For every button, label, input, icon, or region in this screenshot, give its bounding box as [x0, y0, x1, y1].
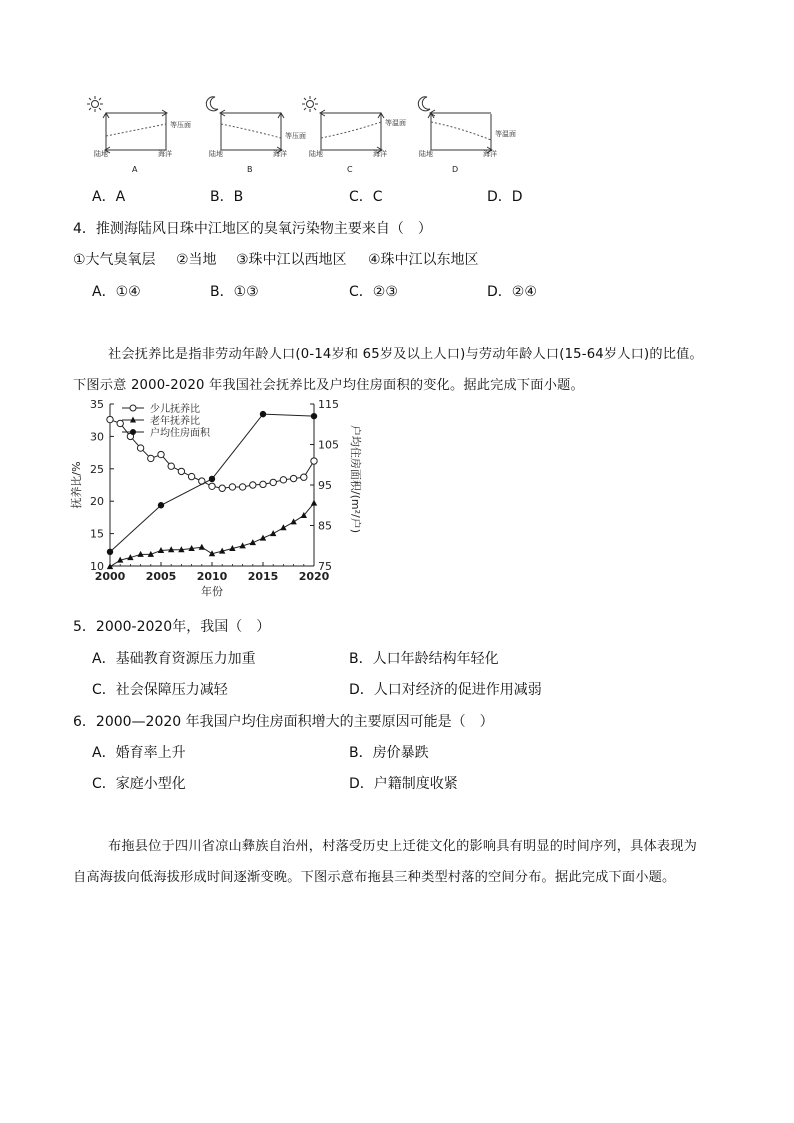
- sea-label: 海洋: [373, 150, 387, 158]
- y-right-tick-label: 105: [318, 438, 339, 452]
- x-tick-label: 2010: [196, 570, 228, 583]
- data-point: [148, 455, 154, 461]
- data-point: [239, 484, 245, 490]
- legend-label: 少儿抚养比: [150, 404, 200, 415]
- y-right-tick-label: 95: [318, 479, 332, 492]
- q3-option-d[interactable]: D．D: [487, 189, 523, 205]
- data-point: [158, 502, 164, 508]
- data-point: [301, 474, 307, 480]
- x-tick-label: 2005: [145, 570, 177, 583]
- q5-option-c[interactable]: C．社会保障压力减轻: [92, 682, 228, 698]
- moon-icon: [418, 97, 430, 111]
- data-point: [270, 530, 276, 536]
- data-point: [209, 476, 215, 482]
- series-line-1: [110, 503, 314, 567]
- y-tick-label: 10: [90, 560, 104, 573]
- surface-label: 等压面: [285, 132, 306, 140]
- q6-option-a[interactable]: A．婚育率上升: [92, 745, 186, 761]
- y-tick-label: 15: [90, 527, 104, 541]
- data-point: [270, 479, 276, 485]
- legend-marker: [130, 429, 136, 435]
- intro3-line2: 自高海拔向低海拔形成时间逐渐变晚。下图示意布拖县三种类型村落的空间分布。据此完成下面小题。: [73, 870, 676, 885]
- data-point: [107, 416, 113, 422]
- sun-icon: [87, 96, 103, 112]
- q5-option-d[interactable]: D．人口对经济的促进作用减弱: [349, 682, 542, 698]
- y-right-axis-label: 户均住房面积/(m²/户): [349, 424, 362, 534]
- data-point: [188, 473, 194, 479]
- moon-icon: [206, 97, 218, 111]
- data-point: [117, 420, 123, 426]
- data-point: [260, 411, 266, 417]
- intro2-line2: 下图示意 2000-2020 年我国社会抚养比及户均住房面积的变化。据此完成下面小题。: [73, 378, 584, 393]
- sea-land-breeze-diagrams: [80, 92, 520, 178]
- q4-item-2: ②当地: [176, 252, 217, 268]
- data-point: [290, 518, 296, 524]
- y-tick-label: 25: [90, 462, 104, 476]
- data-point: [107, 549, 113, 555]
- data-point: [311, 413, 317, 419]
- q3-option-a[interactable]: A．A: [92, 189, 126, 205]
- q5-option-a[interactable]: A．基础教育资源压力加重: [92, 651, 256, 667]
- legend-marker: [130, 405, 136, 411]
- sun-icon: [302, 96, 318, 112]
- diagram-panel-b: [206, 97, 306, 174]
- q6-option-b[interactable]: B．房价暴跌: [349, 745, 429, 761]
- legend-label: 户均住房面积: [150, 428, 210, 439]
- legend-label: 老年抚养比: [150, 416, 200, 427]
- y-right-tick-label: 75: [318, 560, 332, 573]
- y-right-tick-label: 85: [318, 519, 332, 533]
- diagram-panel-c: [302, 96, 406, 174]
- sea-label: 海洋: [483, 150, 497, 158]
- data-point: [280, 477, 286, 483]
- x-tick-label: 2015: [247, 570, 279, 583]
- land-label: 陆地: [309, 150, 323, 158]
- q4-item-4: ④珠中江以东地区: [368, 252, 479, 268]
- x-tick-label: 2020: [298, 570, 330, 583]
- intro3-line1: 布拖县位于四川省凉山彝族自治州，村落受历史上迁徙文化的影响具有明显的时间序列，具体表现为: [108, 839, 698, 854]
- diagram-caption: A: [132, 165, 138, 174]
- q4-option-d[interactable]: D．②④: [487, 284, 537, 300]
- data-point: [158, 451, 164, 457]
- sea-label: 海洋: [158, 150, 172, 158]
- q3-option-b[interactable]: B．B: [210, 189, 244, 205]
- data-point: [290, 475, 296, 481]
- data-point: [280, 524, 286, 530]
- data-point: [260, 481, 266, 487]
- data-point: [168, 463, 174, 469]
- data-point: [229, 484, 235, 490]
- land-label: 陆地: [419, 150, 433, 158]
- data-point: [137, 445, 143, 451]
- data-point: [250, 482, 256, 488]
- x-tick-label: 2000: [94, 570, 126, 583]
- surface-label: 等温面: [385, 119, 406, 127]
- x-axis-label: 年份: [201, 585, 223, 598]
- data-point: [311, 458, 317, 464]
- data-point: [219, 485, 225, 491]
- y-tick-label: 30: [90, 430, 104, 444]
- diagram-panel-d: [418, 97, 516, 174]
- sea-label: 海洋: [273, 150, 287, 158]
- q4-option-a[interactable]: A．①④: [92, 284, 141, 300]
- q6-option-c[interactable]: C．家庭小型化: [92, 776, 186, 792]
- q4-item-3: ③珠中江以西地区: [236, 252, 347, 268]
- land-label: 陆地: [94, 150, 108, 158]
- q4-stem: 4．推测海陆风日珠中江地区的臭氧污染物主要来自（ ）: [73, 221, 432, 237]
- y-axis-label: 抚养比/%: [70, 461, 83, 509]
- q3-option-c[interactable]: C．C: [349, 189, 383, 205]
- y-tick-label: 20: [90, 495, 104, 509]
- surface-label: 等温面: [495, 130, 516, 138]
- data-point: [168, 546, 174, 552]
- q6-stem: 6．2000—2020 年我国户均住房面积增大的主要原因可能是（ ）: [73, 714, 494, 730]
- data-point: [199, 544, 205, 550]
- y-right-tick-label: 115: [318, 398, 339, 411]
- q4-option-c[interactable]: C．②③: [349, 284, 398, 300]
- land-label: 陆地: [209, 150, 223, 158]
- q6-option-d[interactable]: D．户籍制度收紧: [349, 776, 458, 792]
- q5-option-b[interactable]: B．人口年龄结构年轻化: [349, 651, 499, 667]
- q4-option-b[interactable]: B．①③: [210, 284, 259, 300]
- y-tick-label: 35: [90, 398, 104, 411]
- q5-stem: 5．2000-2020年，我国（ ）: [73, 619, 271, 635]
- diagram-panel-a: [87, 96, 191, 174]
- diagram-caption: B: [247, 165, 253, 174]
- data-point: [209, 483, 215, 489]
- data-point: [178, 468, 184, 474]
- surface-label: 等压面: [170, 121, 191, 129]
- data-point: [311, 500, 317, 506]
- intro2-line1: 社会抚养比是指非劳动年龄人口(0-14岁和 65岁及以上人口)与劳动年龄人口(15-64岁人口)的比值。: [108, 347, 703, 362]
- q4-item-1: ①大气臭氧层: [73, 252, 156, 268]
- diagram-caption: D: [452, 165, 459, 174]
- diagram-caption: C: [347, 165, 353, 174]
- dependency-ratio-chart: [66, 396, 366, 602]
